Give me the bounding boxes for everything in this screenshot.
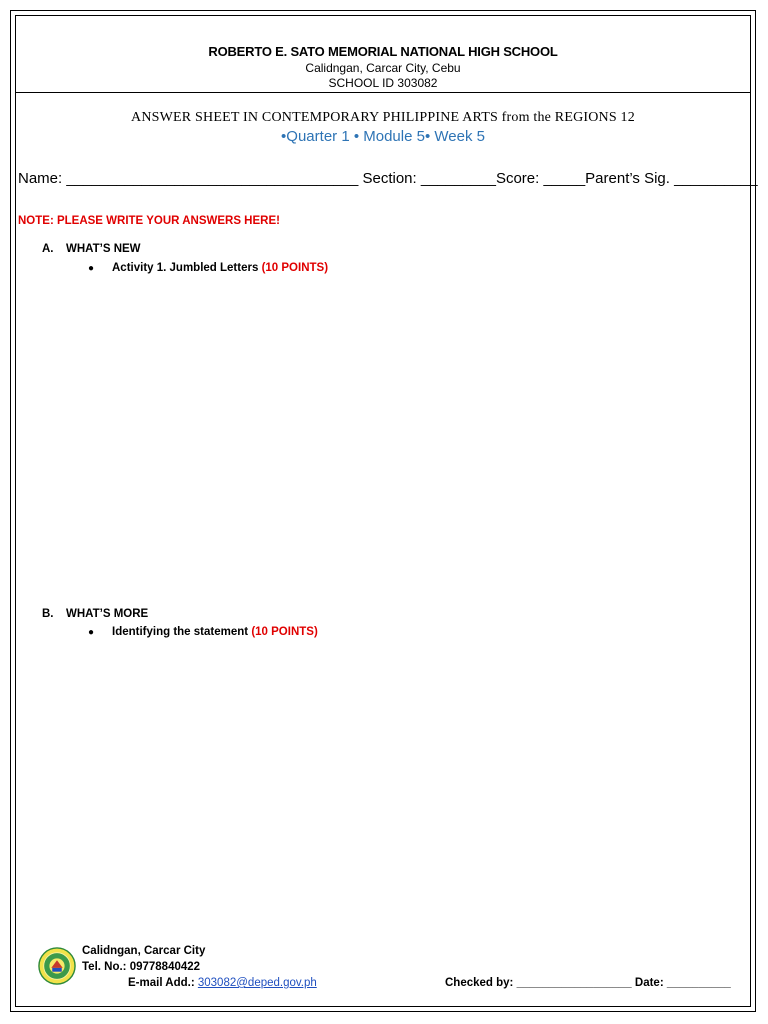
student-info-line: Name: ___________________________________ Section: _________Score: _____Parent’s Sig. __________ — [18, 170, 758, 187]
section-a-points: (10 POINTS) — [261, 262, 329, 274]
school-id: SCHOOL ID 303082 — [328, 76, 438, 90]
section-b-item-label: Identifying the statement — [112, 626, 249, 638]
page-border-inner — [15, 15, 758, 1007]
section-a-letter: A. — [42, 243, 54, 255]
bullet-icon: ● — [88, 263, 95, 274]
section-a-title: WHAT’S NEW — [66, 243, 141, 255]
section-a-item-label: Activity 1. Jumbled Letters — [112, 262, 259, 274]
footer-telephone: Tel. No.: 09778840422 — [82, 961, 201, 973]
section-b-points: (10 POINTS) — [251, 626, 318, 638]
section-b-item — [88, 626, 318, 638]
checked-by-date-line: Checked by: __________________ Date: __________ — [445, 977, 731, 989]
answer-note: NOTE: PLEASE WRITE YOUR ANSWERS HERE! — [18, 215, 280, 227]
footer-email-link[interactable]: 303082@deped.gov.ph — [197, 977, 317, 989]
footer-location: Calidngan, Carcar City — [82, 945, 206, 957]
answer-sheet-title: ANSWER SHEET IN CONTEMPORARY PHILIPPINE ARTS from the REGIONS 12 — [131, 110, 635, 125]
footer-email-row — [128, 977, 317, 989]
section-b-heading — [42, 608, 148, 620]
school-name: ROBERTO E. SATO MEMORIAL NATIONAL HIGH SCHOOL — [208, 44, 558, 59]
header-divider — [16, 92, 750, 93]
bullet-icon: ● — [88, 627, 95, 638]
section-b-letter: B. — [42, 608, 54, 620]
deped-seal-icon — [38, 947, 76, 985]
quarter-module-week: •Quarter 1 • Module 5• Week 5 — [281, 128, 485, 145]
section-b-title: WHAT’S MORE — [66, 608, 149, 620]
section-a-item — [88, 262, 328, 274]
school-address: Calidngan, Carcar City, Cebu — [305, 61, 461, 75]
section-a-heading — [42, 243, 141, 255]
footer-email-label: E-mail Add.: — [128, 977, 195, 989]
